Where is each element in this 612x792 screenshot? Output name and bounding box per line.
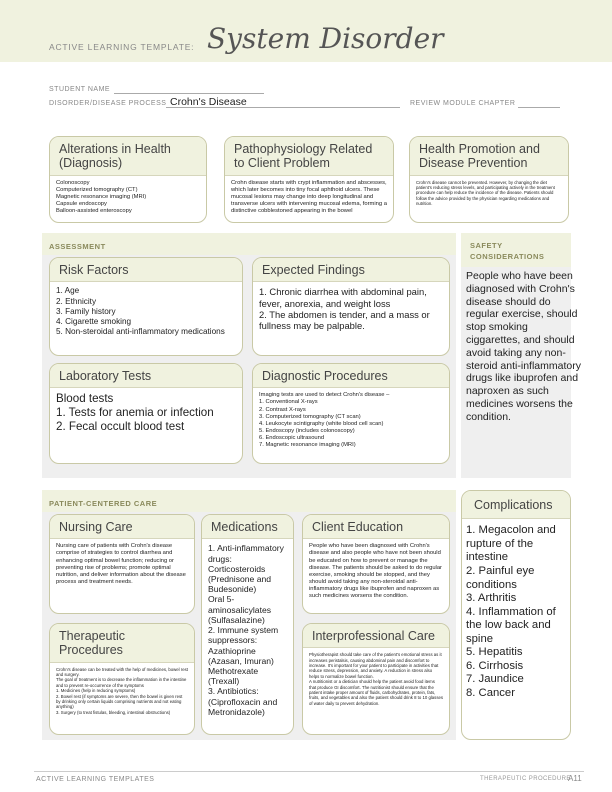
therapeutic-procedures-title: Therapeutic Procedures — [59, 629, 126, 658]
health-promotion-box — [409, 136, 569, 223]
nursing-care-header — [50, 515, 194, 539]
disorder-field[interactable]: Crohn's Disease — [170, 96, 247, 108]
pathophysiology-title: Pathophysiology Related to Client Problem — [234, 142, 373, 171]
laboratory-tests-header — [50, 364, 242, 388]
safety-title: SAFETY CONSIDERATIONS — [470, 241, 545, 261]
review-module-line — [518, 107, 560, 108]
template-title: System Disorder — [207, 22, 444, 55]
risk-factors-title: Risk Factors — [59, 263, 129, 277]
therapeutic-procedures-body[interactable]: Crohn's disease can be treated with the help of medicines, bowel rest and surgery. The goal of treatment is to decrease the inflammation in the intestine and to prevent re-occurrence of the symptoms 1. Medicines (help in reducing symptoms) 2. Bowel rest (if symptoms are severe, then the bowel is given rest by drinking only certain liquids comprising nutrients and not eating anything) 3. Surgery (to treat fistulas, bleeding, intestinal obstructions) — [56, 666, 188, 715]
footer-left: ACTIVE LEARNING TEMPLATES — [36, 776, 155, 783]
expected-findings-title: Expected Findings — [262, 263, 365, 277]
expected-findings-box — [252, 257, 450, 356]
review-module-label: REVIEW MODULE CHAPTER — [410, 100, 516, 107]
client-education-title: Client Education — [312, 520, 404, 534]
interprofessional-care-box — [302, 623, 450, 735]
risk-factors-box — [49, 257, 243, 356]
student-name-label: STUDENT NAME — [49, 86, 111, 93]
client-education-box — [302, 514, 450, 614]
pathophysiology-body[interactable]: Crohn disease starts with crypt inflammation and abscesses, which later becomes into tiny focal aphthoid ulcers. These mucosal lesions may change into deep longitudinal and transverse ulcers with intervening mucosal edema, forming a distinctive cobblestoned appearing in the bowel — [231, 179, 387, 214]
nursing-care-title: Nursing Care — [59, 520, 133, 534]
client-education-header — [303, 515, 449, 539]
safety-body[interactable]: People who have been diagnosed with Crohn's disease should do regular exercise, should stop smoking ciggarettes, and should avoid taking any non-steroid anti-inflammatory drugs like ibuprofen and naproxen as such medicines worsens the condition. — [466, 270, 581, 423]
interprofessional-care-title: Interprofessional Care — [312, 629, 435, 643]
template-label: ACTIVE LEARNING TEMPLATE: — [49, 42, 195, 52]
expected-findings-body[interactable]: 1. Chronic diarrhea with abdominal pain, fever, anorexia, and weight loss 2. The abdomen is tender, and a mass or fullness may be palpable. — [259, 286, 430, 332]
disorder-label: DISORDER/DISEASE PROCESS — [49, 100, 167, 107]
laboratory-tests-title: Laboratory Tests — [59, 369, 152, 383]
diagnostic-procedures-title: Diagnostic Procedures — [262, 369, 388, 383]
risk-factors-header — [50, 258, 242, 282]
therapeutic-procedures-header — [50, 624, 194, 663]
complications-box — [461, 490, 571, 740]
alterations-header — [50, 137, 206, 176]
health-promotion-body[interactable]: Crohn's disease cannot be prevented. However, by changing the diet patient's reducing stress levels, and participating actively in the treatment procedure can help reduce the incidence of the disease. Patients should follow the advice provided by the physician regarding medications and nutrition. — [416, 179, 555, 207]
laboratory-tests-body[interactable]: Blood tests 1. Tests for anemia or infection 2. Fecal occult blood test — [56, 392, 214, 434]
nursing-care-body[interactable]: Nursing care of patients with Crohn's disease comprise of strategies to control diarrhea and enhancing optimal bowel function; reducing or preventing rise of problems; promote optimal nutrition, and deliver information about the disease process and treatment needs. — [56, 543, 186, 585]
complications-title: Complications — [474, 498, 553, 512]
footer-page-number: A11 — [568, 774, 582, 783]
complications-body[interactable]: 1. Megacolon and rupture of the intestine 2. Painful eye conditions 3. Arthritis 4. Inflammation of the low back and spine 5. Hepatitis 6. Cirrhosis 7. Jaundice 8. Cancer — [466, 524, 556, 699]
expected-findings-header — [253, 258, 449, 282]
risk-factors-body[interactable]: 1. Age 2. Ethnicity 3. Family history 4. Cigarette smoking 5. Non-steroidal anti-inflammatory medications — [56, 286, 225, 337]
alterations-box — [49, 136, 207, 223]
medications-body[interactable]: 1. Anti-inflammatory drugs: Corticosteroids (Prednisone and Budesonide) Oral 5-aminosalicylates (Sulfasalazine) 2. Immune system suppressors: Azathioprine (Azasan, Imuran) Methotrexate (Trexall) 3. Antibiotics: (Ciprofloxacin and Metronidazole) — [208, 543, 284, 717]
nursing-care-box — [49, 514, 195, 614]
client-education-body[interactable]: People who have been diagnosed with Crohn's disease and also people who have not been should be educated on how to prevent or manage the disease. The patients should be asked to do regular exercise, smoking should be stopped, and they should avoid taking any non-steroidal anti-inflammatory drugs like ibuprofen and naproxen as such medicines worsens the condition. — [309, 543, 442, 599]
health-promotion-header — [410, 137, 568, 176]
interprofessional-care-body[interactable]: Physiotherapist should take care of the patient's emotional stress as it increases peristalsis, causing abdominal pain and discomfort to increase. It's important for your patient to participate in activities that reduce stress, depression, and anxiety. A reduction in stress also helps to normalize bowel function. A nutritionist or a dietician should help the patient avoid food items that produce GI discomfort. The nutritionist should ensure that the patient intake proper amount of fluids, carbohydrates, protein, fats, fruits, and vegetables and also the patient should drink 8 to 10 glasses of water daily to prevent dehydration. — [309, 652, 444, 706]
medications-header — [202, 515, 293, 539]
footer-right: THERAPEUTIC PROCEDURE — [480, 776, 571, 782]
patient-care-title: PATIENT-CENTERED CARE — [49, 499, 158, 508]
diagnostic-procedures-header — [253, 364, 449, 388]
alterations-body[interactable]: Colonoscopy Computerized tomography (CT) Magnetic resonance imaging (MRI) Capsule endoscopy Balloon-assisted enteroscopy — [56, 179, 147, 214]
pathophysiology-box — [224, 136, 394, 223]
complications-header — [462, 491, 570, 519]
assessment-title: ASSESSMENT — [49, 242, 106, 251]
diagnostic-procedures-box — [252, 363, 450, 464]
medications-box — [201, 514, 294, 735]
health-promotion-title: Health Promotion and Disease Prevention — [419, 142, 540, 171]
laboratory-tests-box — [49, 363, 243, 464]
alterations-title: Alterations in Health (Diagnosis) — [59, 142, 171, 171]
diagnostic-procedures-body[interactable]: Imaging tests are used to detect Crohn's disease – 1. Conventional X-rays 2. Contrast X-rays 3. Computerized tomography (CT scan) 4. Leukocyte scintigraphy (white blood cell scan) 5. Endoscopy (includes colonoscopy) 6. Endoscopic ultrasound 7. Magnetic resonance imaging (MRI) — [259, 392, 390, 448]
pathophysiology-header — [225, 137, 393, 176]
student-name-line — [114, 93, 264, 94]
medications-title: Medications — [211, 520, 278, 534]
therapeutic-procedures-box — [49, 623, 195, 735]
interprofessional-care-header — [303, 624, 449, 648]
footer-divider — [34, 771, 584, 772]
